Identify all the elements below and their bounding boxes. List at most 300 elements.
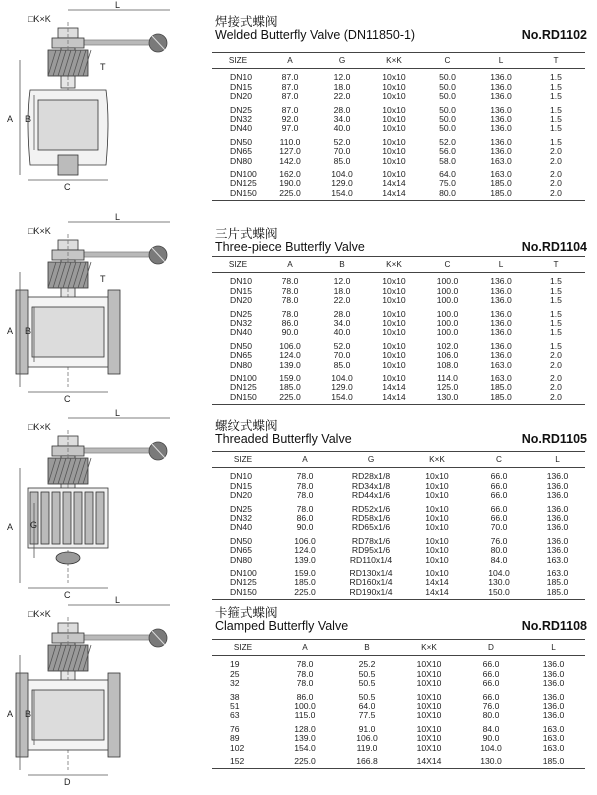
table-cell: 90.0 (482, 733, 500, 744)
table-cell: 136.0 (546, 480, 569, 491)
table-cell: 163.0 (490, 169, 512, 180)
table-cell: 10x10 (382, 91, 406, 102)
valve-drawing (0, 408, 200, 608)
dimension-label: □K×K (28, 422, 51, 432)
table-cell: RD78x1/6 (351, 535, 391, 546)
table-cell: 1.5 (550, 295, 562, 306)
table-row (212, 393, 585, 405)
table-row (212, 124, 585, 133)
column-header: L (522, 640, 585, 656)
title-english: Threaded Butterfly Valve (215, 432, 352, 446)
table-cell: 78.0 (296, 668, 314, 679)
table-cell: 1.5 (550, 136, 562, 147)
dimension-label: T (100, 62, 106, 72)
table-cell: DN50 (230, 340, 252, 351)
dimension-label: C (64, 394, 71, 404)
table-row (212, 296, 585, 305)
section-clamped-valve (0, 595, 597, 787)
table-cell: 10x10 (382, 350, 406, 361)
spec-table (212, 639, 585, 769)
table-cell: 185.0 (530, 588, 585, 600)
table-cell: 91.0 (358, 723, 376, 734)
table-row (212, 578, 585, 587)
table-cell: 10X10 (416, 733, 442, 744)
table-cell: 100.0 (436, 285, 459, 296)
table-cell: 50.0 (439, 114, 456, 125)
table-cell: 10x10 (382, 81, 406, 92)
valve-drawing (0, 0, 200, 200)
dimension-label: C (64, 182, 71, 192)
table-cell: 66.0 (482, 678, 500, 689)
section-threaded-valve (0, 408, 597, 600)
table-cell: 1.5 (550, 340, 562, 351)
table-cell: 87.0 (281, 104, 299, 115)
table-cell: 10x10 (425, 490, 449, 501)
table-cell: DN10 (230, 471, 252, 482)
spec-table (212, 256, 585, 405)
table-cell: 50.5 (358, 691, 376, 702)
table-cell: 78.0 (296, 471, 314, 482)
table-row (212, 273, 585, 287)
table-cell: DN100 (230, 568, 257, 579)
table-cell: DN80 (230, 359, 252, 370)
table-cell: DN150 (212, 588, 274, 600)
model-number: No.RD1108 (521, 619, 587, 633)
table-row (212, 501, 585, 514)
table-cell: DN80 (230, 155, 252, 166)
table-cell: 10x10 (382, 72, 406, 83)
table-cell: 136.0 (490, 318, 512, 329)
table-cell: 78.0 (296, 659, 314, 670)
table-cell: 25 (230, 668, 240, 679)
table-cell: 136.0 (490, 295, 512, 306)
table-cell: 10x10 (425, 503, 449, 514)
table-cell: 40.0 (333, 327, 351, 338)
table-cell: 185.0 (475, 393, 527, 405)
table-cell: 86.0 (296, 691, 314, 702)
table-cell: 10x10 (382, 155, 406, 166)
table-cell: 2.0 (550, 373, 562, 384)
table-cell: 70.0 (333, 146, 351, 157)
table-cell: 139.0 (294, 554, 316, 565)
table-cell: 225.0 (264, 393, 316, 405)
table-cell: 115.0 (294, 710, 316, 721)
column-header: C (468, 452, 530, 468)
table-cell: 136.0 (542, 691, 565, 702)
table-cell: 25.2 (358, 659, 376, 670)
table-cell: 76.0 (482, 701, 500, 712)
table-row (212, 670, 585, 679)
table-cell: DN15 (230, 285, 252, 296)
table-cell: 100.0 (436, 327, 459, 338)
table-cell: 185.0 (522, 753, 585, 769)
column-header: T (527, 257, 585, 273)
table-cell: 63 (230, 710, 240, 721)
table-cell: 10X10 (416, 723, 442, 734)
table-cell: 1.5 (550, 91, 562, 102)
dimension-label: L (115, 408, 121, 418)
table-cell: DN50 (230, 535, 252, 546)
table-row (212, 482, 585, 491)
table-cell: 10x10 (425, 513, 449, 524)
table-cell: 14x14 (406, 588, 468, 600)
table-row (212, 338, 585, 351)
column-header: A (274, 452, 336, 468)
dimension-label: T (100, 274, 106, 284)
table-cell: 34.0 (333, 114, 351, 125)
table-cell: 1.5 (550, 104, 562, 115)
table-cell: 87.0 (281, 72, 299, 83)
table-cell: 80.0 (420, 189, 475, 201)
table-cell: 136.0 (490, 327, 512, 338)
column-header: C (420, 257, 475, 273)
table-cell: DN100 (230, 169, 257, 180)
table-cell: 85.0 (333, 359, 351, 370)
table-cell: 38 (230, 691, 240, 702)
table-cell: 78.0 (281, 285, 299, 296)
table-cell: 136.0 (490, 81, 512, 92)
table-cell: DN40 (230, 123, 252, 134)
table-cell: 84.0 (482, 723, 500, 734)
table-cell: 119.0 (356, 742, 378, 753)
title-english: Three-piece Butterfly Valve (215, 240, 365, 254)
table-cell: 185.0 (490, 178, 512, 189)
table-cell: DN25 (230, 104, 252, 115)
table-cell: RD160x1/4 (349, 577, 393, 588)
table-cell: 56.0 (439, 146, 456, 157)
table-cell: 136.0 (490, 114, 512, 125)
model-number: No.RD1105 (521, 432, 587, 446)
table-cell: 2.0 (550, 382, 562, 393)
table-row (212, 134, 585, 147)
table-cell: RD65x1/6 (351, 522, 391, 533)
column-header: B (316, 257, 368, 273)
dimension-label: L (115, 0, 121, 10)
table-cell: 154.0 (294, 742, 316, 753)
table-cell: DN125 (230, 178, 257, 189)
table-cell: 66.0 (490, 480, 508, 491)
table-cell: 136.0 (546, 535, 569, 546)
table-cell: 97.0 (281, 123, 299, 134)
table-cell: 136.0 (490, 276, 512, 287)
table-cell: 66.0 (482, 659, 500, 670)
table-cell: 104.0 (480, 742, 502, 753)
table-cell: 136.0 (490, 350, 512, 361)
table-cell: 136.0 (542, 668, 565, 679)
table-row (212, 721, 585, 734)
table-cell: 163.0 (490, 155, 512, 166)
table-cell: 10x10 (382, 308, 406, 319)
table-cell: DN65 (230, 545, 252, 556)
table-row (212, 711, 585, 720)
title-chinese: 螺纹式蝶阀 (215, 419, 278, 433)
column-header: SIZE (212, 452, 274, 468)
table-cell: 110.0 (279, 136, 301, 147)
table-cell: RD95x1/6 (351, 545, 391, 556)
table-cell: 10x10 (382, 276, 406, 287)
table-cell: 106.0 (436, 350, 459, 361)
table-cell: 1.5 (550, 123, 562, 134)
table-cell: DN25 (230, 503, 252, 514)
table-cell: 136.0 (490, 285, 512, 296)
table-cell: 2.0 (550, 359, 562, 370)
table-cell: 10x10 (382, 340, 406, 351)
dimension-label: B (25, 114, 32, 124)
table-cell: 14x14 (425, 577, 449, 588)
table-cell: 50.0 (439, 91, 456, 102)
section-welded-valve (0, 0, 597, 205)
table-cell: DN20 (230, 91, 252, 102)
table-row (212, 306, 585, 319)
table-cell: 10x10 (382, 318, 406, 329)
table-cell: 185.0 (546, 577, 569, 588)
table-cell: 136.0 (490, 136, 512, 147)
table-cell: RD28x1/8 (351, 471, 391, 482)
table-row (212, 679, 585, 688)
table-cell: 78.0 (281, 308, 299, 319)
table-cell: 64.0 (439, 169, 456, 180)
table-cell: 1.5 (550, 81, 562, 92)
table-row (212, 491, 585, 500)
table-cell: 19 (230, 659, 240, 670)
table-cell: DN10 (230, 72, 252, 83)
table-row (212, 514, 585, 523)
table-cell: 136.0 (490, 91, 512, 102)
table-cell: 114.0 (437, 373, 458, 384)
table-cell: RD130x1/4 (349, 568, 393, 579)
table-row (212, 656, 585, 670)
table-cell: 10x10 (382, 359, 406, 370)
table-row (212, 546, 585, 555)
table-cell: DN125 (230, 577, 257, 588)
table-cell: 125.0 (436, 382, 459, 393)
table-cell: 10x10 (382, 136, 406, 147)
dimension-label: L (115, 595, 121, 605)
table-cell: 10X10 (416, 701, 442, 712)
table-cell: 129.0 (331, 178, 353, 189)
column-header: D (460, 640, 522, 656)
table-cell: 136.0 (546, 503, 569, 514)
table-cell: DN40 (230, 522, 252, 533)
table-cell: 142.0 (279, 155, 301, 166)
table-cell: 154.0 (316, 393, 368, 405)
table-cell: 22.0 (333, 91, 351, 102)
table-cell: 52.0 (333, 136, 351, 147)
table-cell: 10X10 (416, 691, 442, 702)
table-cell: 66.0 (490, 490, 508, 501)
table-cell: 10x10 (382, 169, 406, 180)
table-cell: 80.0 (490, 545, 508, 556)
valve-drawing (0, 595, 200, 795)
table-cell: 12.0 (333, 72, 351, 83)
table-cell: 28.0 (333, 104, 351, 115)
table-cell: 90.0 (296, 522, 314, 533)
table-row (212, 734, 585, 743)
table-cell: 10x10 (425, 535, 449, 546)
table-cell: 10x10 (382, 327, 406, 338)
table-cell: 10x10 (425, 568, 449, 579)
table-cell: 78.0 (281, 276, 299, 287)
table-cell: 10x10 (425, 545, 449, 556)
table-cell: 75.0 (439, 178, 456, 189)
dimension-label: □K×K (28, 14, 51, 24)
model-number: No.RD1104 (521, 240, 587, 254)
table-cell: 136.0 (546, 545, 569, 556)
table-cell: 130.0 (420, 393, 475, 405)
table-cell: 10x10 (382, 295, 406, 306)
column-header: L (475, 53, 527, 69)
table-cell: 78.0 (296, 678, 314, 689)
table-row (212, 166, 585, 179)
dimension-label: L (115, 212, 121, 222)
table-cell: 2.0 (550, 350, 562, 361)
table-cell: 10x10 (382, 146, 406, 157)
table-cell: 163.0 (490, 373, 512, 384)
table-cell: 76.0 (490, 535, 508, 546)
table-cell: 66.0 (490, 513, 508, 524)
table-header-row (212, 640, 585, 656)
table-cell: 136.0 (490, 146, 512, 157)
table-cell: 190.0 (279, 178, 301, 189)
table-cell: 12.0 (333, 276, 351, 287)
table-cell: 1.5 (550, 285, 562, 296)
table-cell: 76 (230, 723, 240, 734)
table-cell: 104.0 (488, 568, 510, 579)
table-cell: 136.0 (542, 659, 565, 670)
table-cell: 162.0 (279, 169, 301, 180)
table-row (212, 523, 585, 532)
column-header: T (527, 53, 585, 69)
title-chinese: 卡箍式蝶阀 (215, 606, 278, 620)
column-header: L (530, 452, 585, 468)
table-cell: 14x14 (382, 178, 406, 189)
table-cell: 152 (212, 753, 274, 769)
table-cell: 10x10 (382, 104, 406, 115)
table-cell: DN15 (230, 480, 252, 491)
spec-table (212, 451, 585, 600)
table-row (212, 92, 585, 101)
table-cell: 100.0 (436, 318, 459, 329)
table-row (212, 744, 585, 753)
table-cell: 78.0 (296, 480, 314, 491)
dimension-label: G (30, 520, 38, 530)
dimension-label: A (7, 709, 14, 719)
table-cell: 166.8 (336, 753, 398, 769)
table-cell: 78.0 (296, 490, 314, 501)
table-cell: 64.0 (358, 701, 376, 712)
table-cell: 128.0 (294, 723, 316, 734)
table-cell: 10x10 (382, 373, 406, 384)
table-cell: 136.0 (546, 522, 569, 533)
column-header: SIZE (212, 257, 264, 273)
table-cell: DN20 (230, 490, 252, 501)
table-cell: 225.0 (274, 753, 336, 769)
table-cell: 139.0 (294, 733, 316, 744)
table-cell: 136.0 (490, 104, 512, 115)
table-cell: 10X10 (416, 678, 442, 689)
title-chinese: 焊接式蝶阀 (215, 15, 278, 29)
table-cell: 85.0 (333, 155, 351, 166)
table-cell: 34.0 (333, 318, 351, 329)
table-cell: 2.0 (527, 393, 585, 405)
table-cell: 14x14 (368, 189, 420, 201)
table-cell: 139.0 (279, 359, 301, 370)
table-header-row (212, 53, 585, 69)
table-cell: 50.5 (358, 678, 376, 689)
table-cell: DN40 (230, 327, 252, 338)
table-cell: 84.0 (490, 554, 508, 565)
table-cell: 32 (230, 678, 240, 689)
valve-cross-section (20, 10, 170, 180)
table-cell: 18.0 (333, 285, 351, 296)
model-number: No.RD1102 (521, 28, 587, 42)
table-cell: 1.5 (550, 72, 562, 83)
table-cell: 58.0 (439, 155, 456, 166)
table-cell: 159.0 (294, 568, 316, 579)
table-cell: DN32 (230, 114, 252, 125)
table-cell: 66.0 (490, 503, 508, 514)
table-row (212, 361, 585, 370)
table-cell: 136.0 (546, 513, 569, 524)
table-cell: DN125 (230, 382, 257, 393)
table-cell: 1.5 (550, 114, 562, 125)
table-cell: 102 (230, 742, 245, 753)
table-cell: DN20 (230, 295, 252, 306)
table-cell: 70.0 (333, 350, 351, 361)
column-header: K×K (398, 640, 460, 656)
section-three-piece-valve (0, 212, 597, 407)
table-cell: 124.0 (279, 350, 301, 361)
table-row (212, 157, 585, 166)
table-cell: 106.0 (294, 535, 316, 546)
table-cell: 28.0 (333, 308, 351, 319)
table-cell: DN15 (230, 81, 252, 92)
table-header-row (212, 257, 585, 273)
table-cell: 185.0 (294, 577, 316, 588)
valve-cross-section (16, 222, 170, 392)
column-header: SIZE (212, 53, 264, 69)
table-cell: DN65 (230, 350, 252, 361)
table-cell: DN150 (212, 393, 264, 405)
table-cell: 185.0 (490, 382, 512, 393)
table-cell: DN80 (230, 554, 252, 565)
valve-drawing (0, 212, 200, 412)
dimension-label: B (25, 326, 32, 336)
table-cell: 66.0 (482, 691, 500, 702)
table-row (212, 328, 585, 337)
table-cell: 136.0 (546, 471, 569, 482)
table-cell: DN32 (230, 513, 252, 524)
column-header: A (264, 53, 316, 69)
table-cell: 14x14 (382, 382, 406, 393)
table-cell: 154.0 (316, 189, 368, 201)
column-header: SIZE (212, 640, 274, 656)
dimension-label: B (25, 709, 32, 719)
table-cell: DN100 (230, 373, 257, 384)
table-cell: 185.0 (475, 189, 527, 201)
dimension-label: C (64, 590, 71, 600)
column-header: K×K (406, 452, 468, 468)
table-cell: 2.0 (550, 169, 562, 180)
dimension-label: □K×K (28, 226, 51, 236)
table-cell: 2.0 (550, 155, 562, 166)
table-cell: 92.0 (281, 114, 299, 125)
table-cell: 1.5 (550, 276, 562, 287)
table-cell: 136.0 (490, 340, 512, 351)
title-english: Clamped Butterfly Valve (215, 619, 349, 633)
table-cell: 100.0 (294, 701, 316, 712)
table-cell: 163.0 (546, 568, 569, 579)
